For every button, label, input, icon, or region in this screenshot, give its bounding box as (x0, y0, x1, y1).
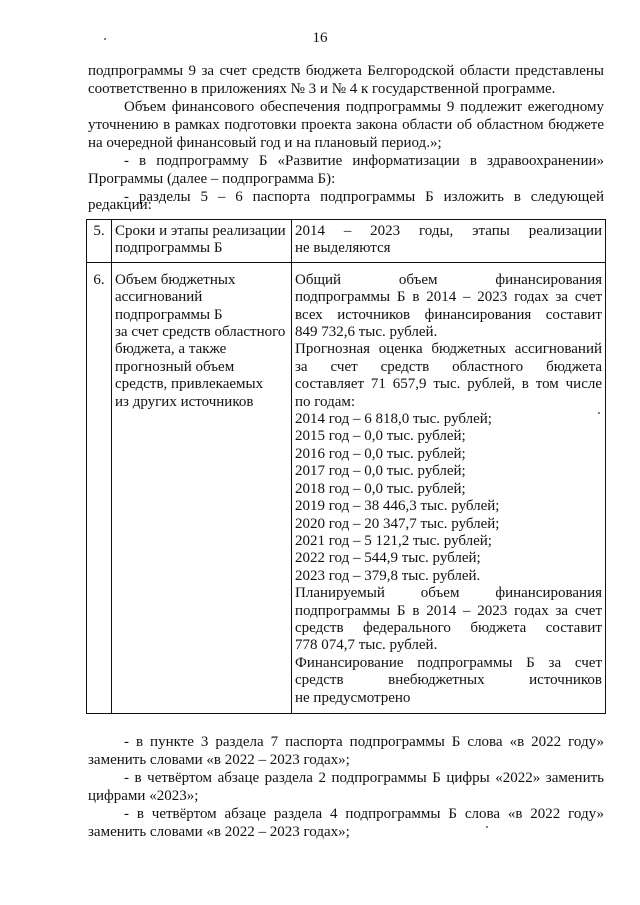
value-line: 2015 год – 0,0 тыс. рублей; (295, 428, 466, 445)
value-line: не предусмотрено (295, 689, 411, 706)
paragraph: - в подпрограмму Б «Развитие информатизации в здравоохранении» Программы (далее – подпрограмма Б): (88, 153, 604, 187)
label-line: за счет средств областного (115, 324, 286, 341)
label-line: бюджета, а также (115, 341, 227, 358)
label-line: средств, привлекаемых (115, 376, 264, 393)
value-line: за счет средств областного бюджета (295, 358, 602, 375)
paragraph: - в четвёртом абзаце раздела 4 подпрограммы Б слова «в 2022 году» заменить словами «в 2022 – 2023 годах»; (88, 806, 604, 840)
passport-table (86, 219, 606, 714)
label-line: Объем бюджетных (115, 271, 236, 288)
value-line: 2017 год – 0,0 тыс. рублей; (295, 463, 466, 480)
table-row (87, 220, 606, 263)
value-line: 778 074,7 тыс. рублей. (295, 637, 438, 654)
paragraph: - разделы 5 – 6 паспорта подпрограммы Б изложить в следующей (124, 189, 604, 205)
value-line: 2018 год – 0,0 тыс. рублей; (295, 480, 466, 497)
value-line: всех источников финансирования составит (295, 306, 602, 323)
label-line: подпрограммы Б (115, 306, 223, 323)
label-line: ассигнований (115, 289, 203, 306)
value-line: 2023 год – 379,8 тыс. рублей. (295, 567, 481, 584)
value-line: 2022 год – 544,9 тыс. рублей; (295, 550, 481, 567)
scan-speck (104, 38, 106, 40)
row-number: 5. (87, 220, 112, 263)
row-label: Сроки и этапы реализации подпрограммы Б (112, 220, 292, 263)
value-line: составляет 71 657,9 тыс. рублей, в том числе (295, 376, 602, 393)
value-line: по годам: (295, 393, 356, 410)
closing-text (88, 733, 604, 841)
value-line: подпрограммы Б в 2014 – 2023 годах за счет (295, 602, 602, 619)
paragraph: подпрограммы 9 за счет средств бюджета Белгородской области представлены соответственно в приложениях № 3 и № 4 к государственной программе. (88, 63, 604, 97)
value-line: Планируемый объем финансирования (295, 585, 602, 602)
value-line: 2014 год – 6 818,0 тыс. рублей; (295, 411, 492, 428)
row-number: 6. (87, 262, 112, 713)
paragraph: Объем финансового обеспечения подпрограммы 9 подлежит ежегодному уточнению в рамках подготовки проекта закона области об областном бюджете на очередной финансовый год и на плановый период.»; (88, 99, 604, 151)
value-line: 2019 год – 38 446,3 тыс. рублей; (295, 498, 500, 515)
row-label (112, 262, 292, 713)
table-row (87, 262, 606, 713)
revision-word: редакции: (88, 197, 152, 213)
row-value (292, 220, 606, 263)
intro-text (88, 62, 604, 206)
value-line: не выделяются (295, 240, 391, 257)
value-line: Общий объем финансирования (295, 271, 602, 288)
value-line: Прогнозная оценка бюджетных ассигнований (295, 341, 602, 358)
value-line: подпрограммы Б в 2014 – 2023 годах за счет (295, 289, 602, 306)
value-line: средств федерального бюджета составит (295, 619, 602, 636)
value-line: 2016 год – 0,0 тыс. рублей; (295, 445, 466, 462)
label-line: прогнозный объем (115, 358, 235, 375)
row-value (292, 262, 606, 713)
value-line: 2014 – 2023 годы, этапы реализации (295, 223, 602, 239)
paragraph: - в пункте 3 раздела 7 паспорта подпрограммы Б слова «в 2022 году» заменить словами «в 2022 – 2023 годах»; (88, 734, 604, 768)
paragraph: - в четвёртом абзаце раздела 2 подпрограммы Б цифры «2022» заменить цифрами «2023»; (88, 770, 604, 804)
page-number: 16 (312, 30, 328, 46)
value-line: Финансирование подпрограммы Б за счет (295, 654, 602, 671)
value-line: 2021 год – 5 121,2 тыс. рублей; (295, 532, 492, 549)
value-line: 849 732,6 тыс. рублей. (295, 324, 438, 341)
value-line: 2020 год – 20 347,7 тыс. рублей; (295, 515, 500, 532)
label-line: из других источников (115, 393, 254, 410)
value-line: средств внебюджетных источников (295, 672, 602, 689)
